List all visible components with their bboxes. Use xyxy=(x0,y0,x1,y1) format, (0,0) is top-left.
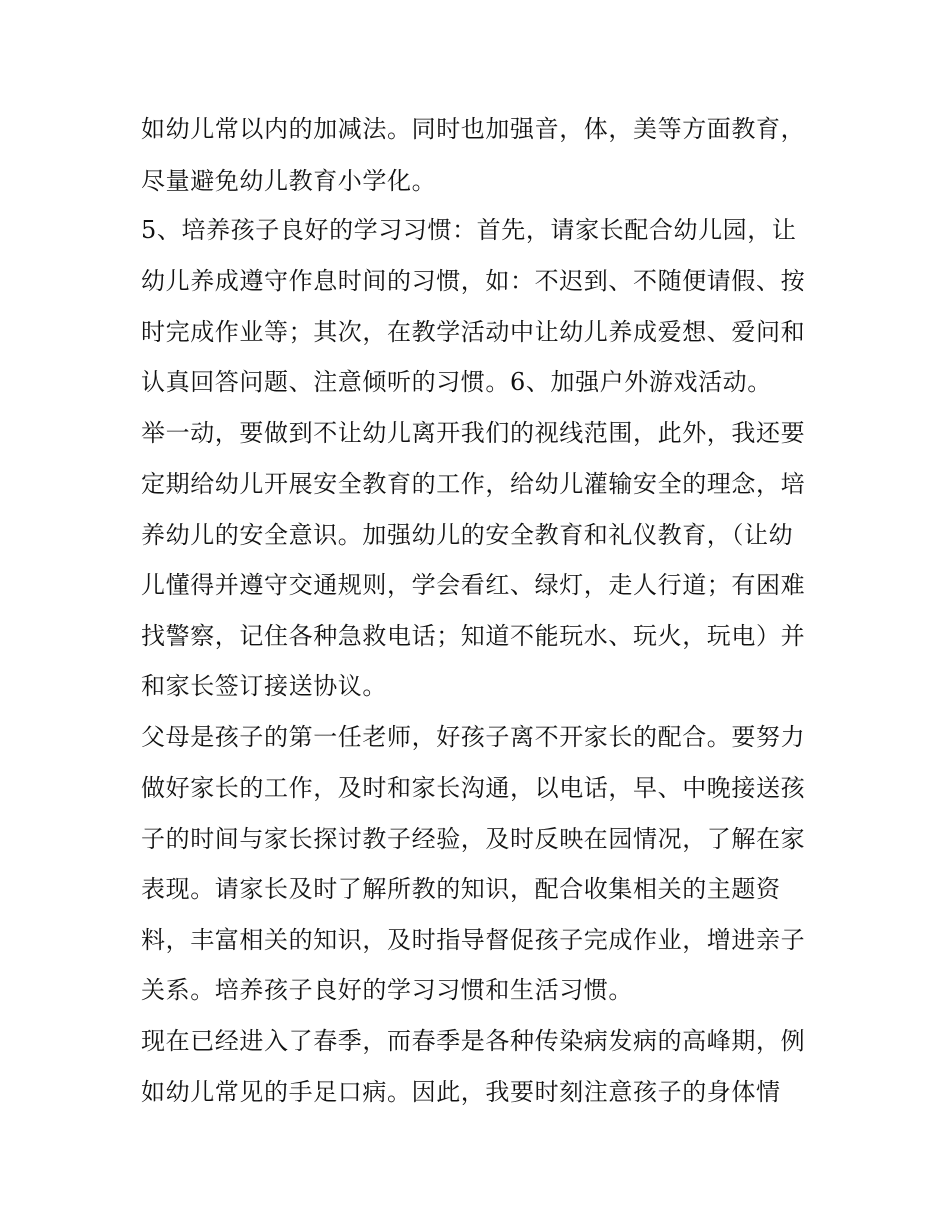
text-line: 养幼儿的安全意识。加强幼儿的安全教育和礼仪教育，（让幼 xyxy=(141,521,794,549)
text-line: 做好家长的工作，及时和家长沟通，以电话，早、中晚接送孩 xyxy=(141,774,806,802)
text-line: 现在已经进入了春季，而春季是各种传染病发病的高峰期，例 xyxy=(141,1027,806,1055)
text-line: 父母是孩子的第一任老师，好孩子离不开家长的配合。要努力 xyxy=(141,723,806,751)
text-line: 如幼儿常以内的加减法。同时也加强音，体，美等方面教育， xyxy=(141,115,806,143)
text-line: 儿懂得并遵守交通规则，学会看红、绿灯，走人行道；有困难 xyxy=(141,571,806,599)
text-line: 料，丰富相关的知识，及时指导督促孩子完成作业，增进亲子 xyxy=(141,926,806,954)
text-line: 关系。培养孩子良好的学习习惯和生活习惯。 xyxy=(141,976,633,1004)
text-line: 时完成作业等；其次，在教学活动中让幼儿养成爱想、爱问和 xyxy=(141,318,806,346)
text-line: 找警察，记住各种急救电话；知道不能玩水、玩火，玩电）并 xyxy=(141,622,806,650)
text-line: 幼儿养成遵守作息时间的习惯，如：不迟到、不随便请假、按 xyxy=(141,267,806,295)
text-line: 和家长签订接送协议。 xyxy=(141,672,387,700)
text-line: 表现。请家长及时了解所教的知识，配合收集相关的主题资 xyxy=(141,875,781,903)
text-line: 子的时间与家长探讨教子经验，及时反映在园情况，了解在家 xyxy=(141,825,806,853)
text-line: 举一动，要做到不让幼儿离开我们的视线范围，此外，我还要 xyxy=(141,419,806,447)
text-line: 尽量避免幼儿教育小学化。 xyxy=(141,167,437,195)
text-line: 定期给幼儿开展安全教育的工作，给幼儿灌输安全的理念，培 xyxy=(141,470,806,498)
text-line: 如幼儿常见的手足口病。因此，我要时刻注意孩子的身体情 xyxy=(141,1078,781,1106)
text-line: 认真回答问题、注意倾听的习惯。6、加强户外游戏活动。 xyxy=(141,368,772,396)
text-line: 5、培养孩子良好的学习习惯：首先，请家长配合幼儿园，让 xyxy=(141,216,797,244)
